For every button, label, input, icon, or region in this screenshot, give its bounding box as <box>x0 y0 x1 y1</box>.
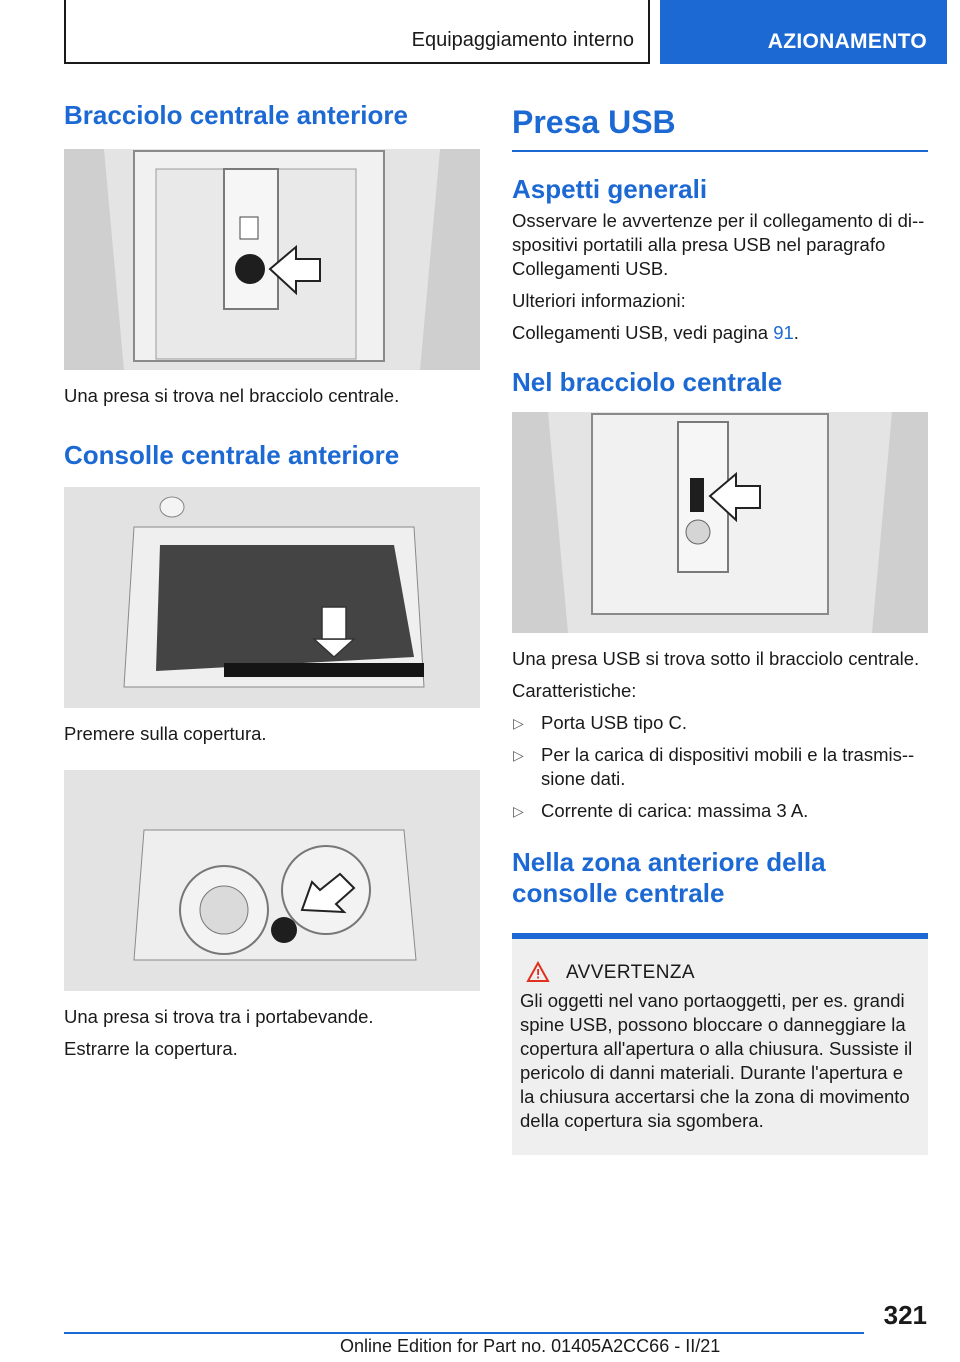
warning-header <box>520 961 920 985</box>
features-list <box>512 711 928 823</box>
right-column <box>512 100 928 1155</box>
list-item: ▷ Porta USB tipo C. <box>513 712 688 733</box>
heading-front-console: Nella zona anteriore della consolle centrale <box>512 847 826 908</box>
cupholder-socket-illustration <box>64 770 480 991</box>
armrest-socket-illustration <box>64 149 480 370</box>
more-info-label: Ulteriori informazioni: <box>512 290 686 311</box>
features-label: Caratteristiche: <box>512 680 637 701</box>
footer-edition: Online Edition for Part no. 01405A2CC66 - II/21 <box>340 1336 721 1356</box>
heading-armrest-usb: Nel bracciolo centrale <box>512 367 783 397</box>
cross-reference: Collegamenti USB, vedi pagina 91. <box>512 322 799 343</box>
caption-cupholder: Una presa si trova tra i portabevande. <box>64 1006 374 1027</box>
heading-armrest: Bracciolo centrale anteriore <box>64 100 408 130</box>
console-cover-illustration <box>64 487 480 708</box>
warning-text: Gli oggetti nel vano portaoggetti, per es. grandi spine USB, possono bloccare o danneggiare la copertura all'apertura o alla chiusura. Sussiste il pericolo di danni materiali. Durante l'apertura e la chiusura accertarsi che la zona di movimento della copertura sia sgombera. <box>520 990 913 1131</box>
heading-general: Aspetti generali <box>512 174 708 204</box>
bullet-triangle-icon: ▷ <box>513 715 524 731</box>
armrest-usb-illustration <box>512 412 928 633</box>
footer-divider <box>64 1332 864 1334</box>
list-item: ▷ Corrente di carica: massima 3 A. <box>513 800 809 821</box>
caption-pull-cover: Estrarre la copertura. <box>64 1038 238 1059</box>
heading-console: Consolle centrale anteriore <box>64 440 400 470</box>
page-link[interactable]: 91 <box>773 322 794 343</box>
section-title: Equipaggiamento interno <box>411 29 634 51</box>
cross-reference-text: Collegamenti USB, vedi pagina <box>512 322 774 343</box>
left-column <box>64 100 480 1061</box>
chapter-tab-label: AZIONAMENTO <box>767 30 927 53</box>
caption-press-cover: Premere sulla copertura. <box>64 723 267 744</box>
warning-title: AVVERTENZA <box>566 962 695 983</box>
running-header <box>64 0 650 64</box>
caption-armrest: Una presa si trova nel bracciolo centrale. <box>64 385 400 406</box>
bullet-triangle-icon: ▷ <box>513 747 524 763</box>
page-title: Presa USB <box>512 100 928 152</box>
caption-usb-armrest: Una presa USB si trova sotto il bracciolo centrale. <box>512 648 920 669</box>
list-item: ▷ Per la carica di dispositivi mobili e la trasmis-sione dati. <box>513 744 915 789</box>
chapter-tab[interactable] <box>660 0 947 64</box>
general-text: Osservare le avvertenze per il collegamento di di-spositivi portatili alla presa USB nel paragrafo Collegamenti USB. <box>512 210 925 279</box>
warning-triangle-icon <box>520 961 566 985</box>
bullet-triangle-icon: ▷ <box>513 803 524 819</box>
page-number: 321 <box>883 1300 927 1330</box>
warning-box <box>512 933 928 1155</box>
